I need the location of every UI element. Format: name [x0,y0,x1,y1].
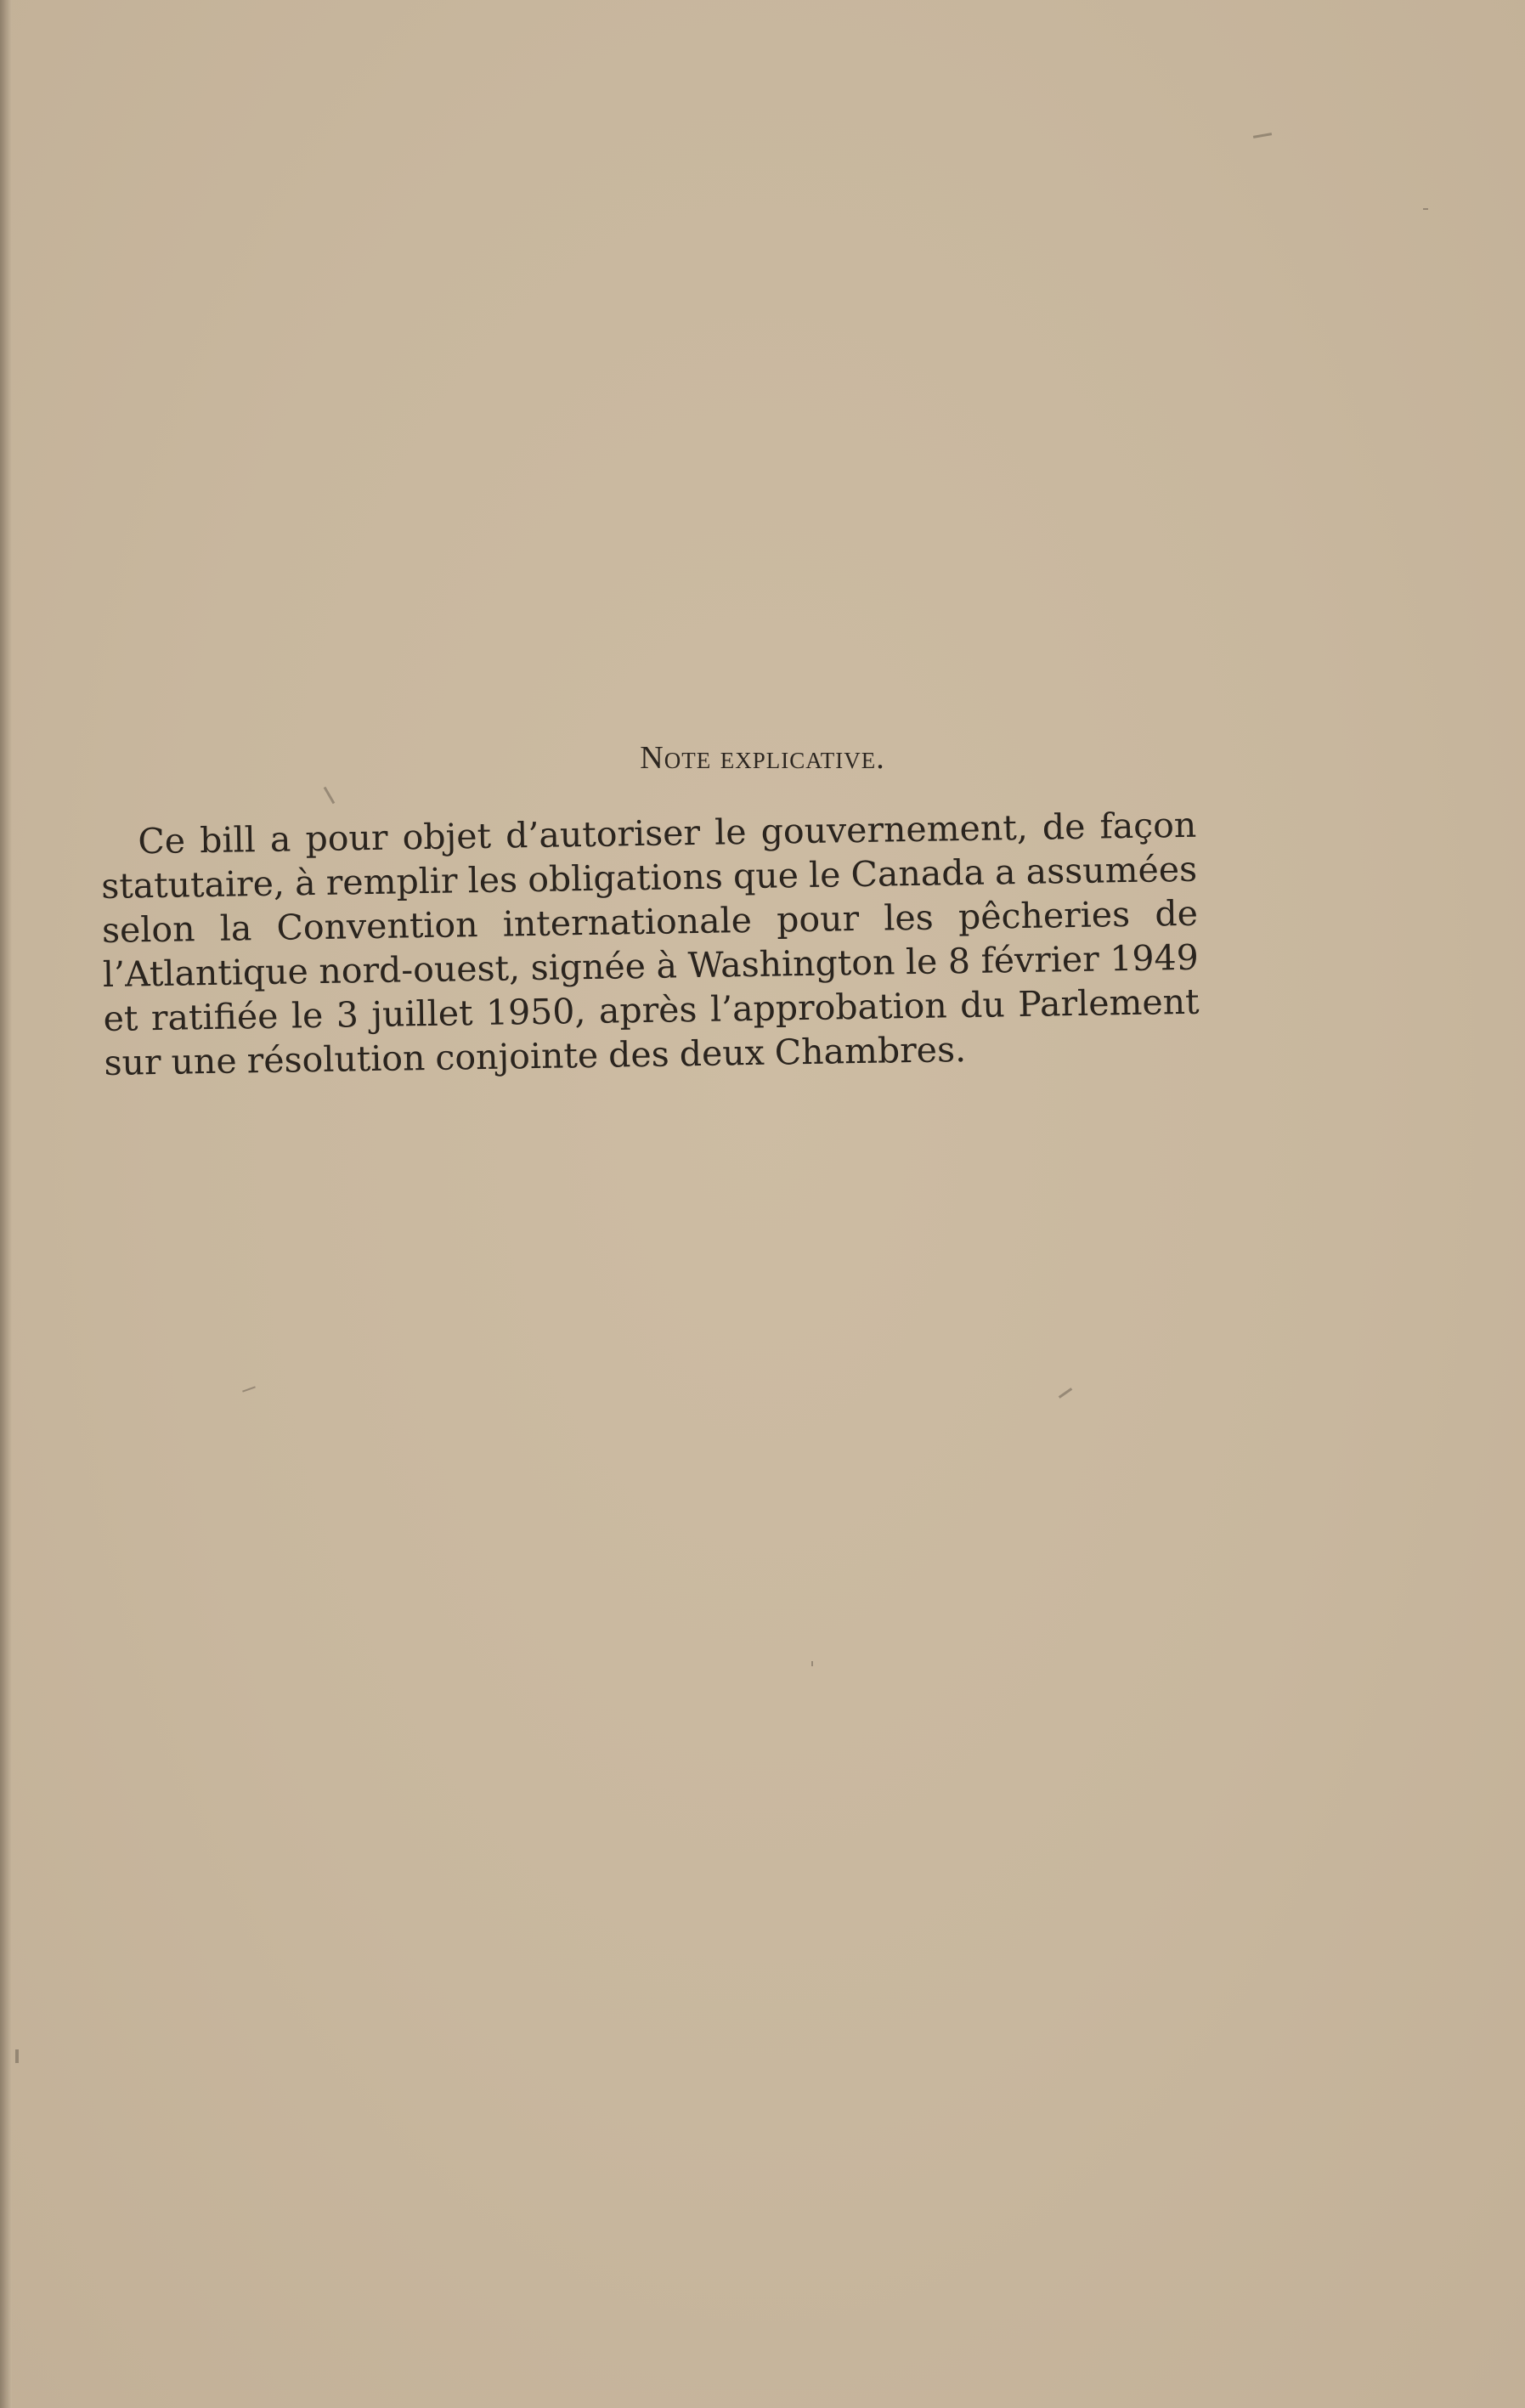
paper-speck [1253,133,1272,138]
page-edge [0,0,12,2408]
paper-speck [324,787,336,805]
paper-speck [15,2049,19,2063]
paper-speck [1059,1388,1072,1399]
paper-speck [811,1661,813,1666]
document-title: Note explicative. [640,740,885,776]
document-paragraph: Ce bill a pour objet d’autoriser le gouvernement, de façon statutaire, à remplir les obligations que le Canada a assumées selon la Convention internationale pour les pêcheries de l’Atlantique nord-ouest, signée à Washington le 8 février 1949 et ratifiée le 3 juillet 1950, après l’approbation du Parlement sur une résolution conjointe des deux Chambres. [100,804,1200,1083]
paper-speck [242,1386,256,1392]
paper-speck [1423,208,1428,210]
